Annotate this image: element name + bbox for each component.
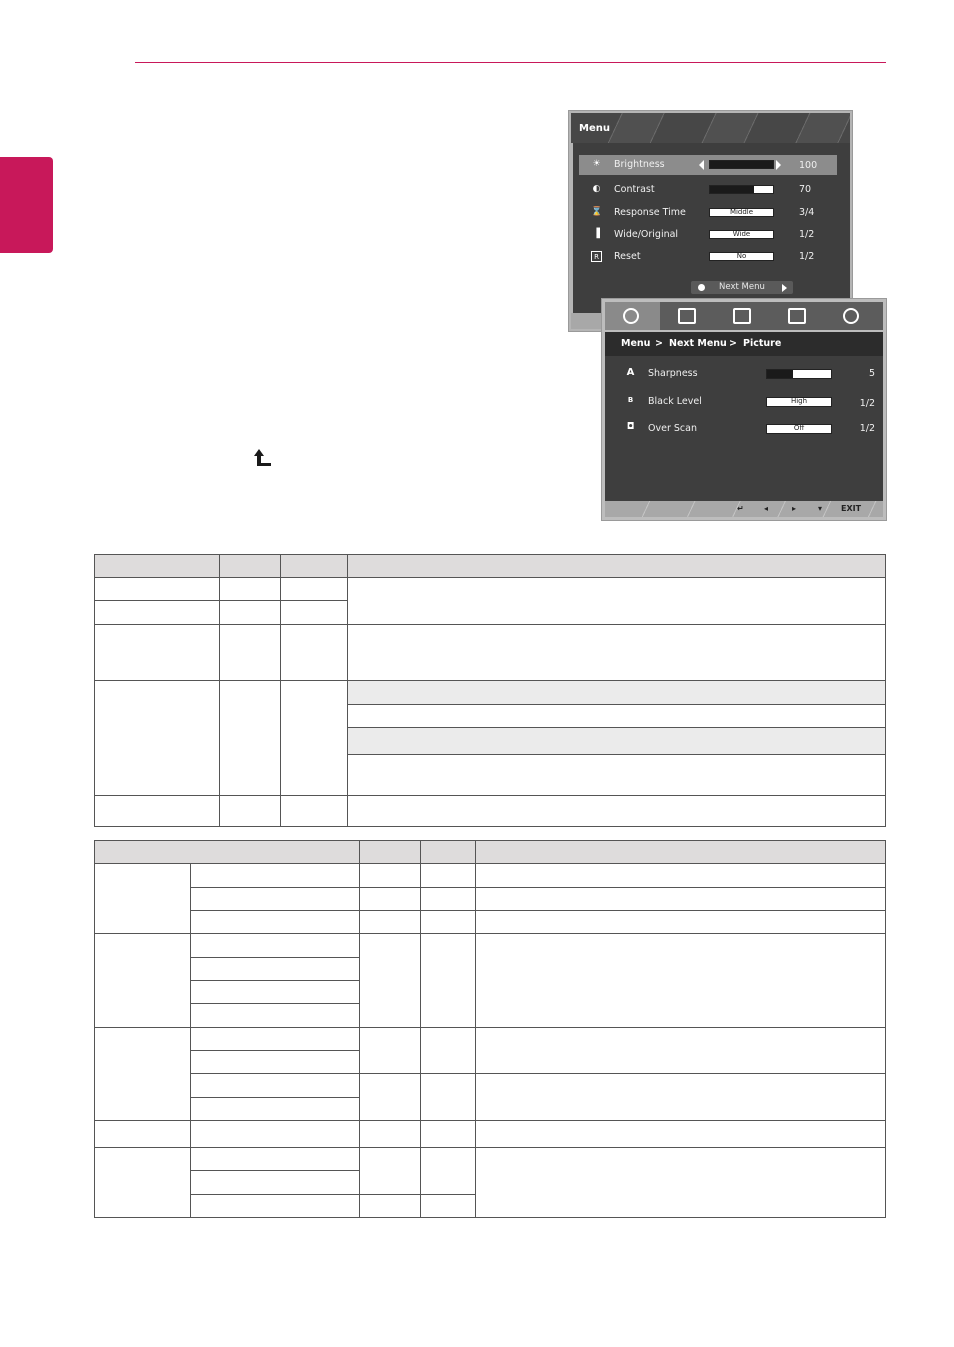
osd-slider[interactable] [709,160,774,169]
osd-item-value: 1/2 [799,251,815,262]
osd-option-text: High [790,397,808,405]
wide-icon: ▐ [593,229,600,239]
joystick-icon [698,284,705,291]
osd-slider[interactable] [766,369,832,379]
osd-item-over-scan[interactable] [605,419,883,439]
osd-title: Menu [579,123,610,134]
back-arrow-icon [254,446,274,468]
sharpness-icon: A [626,367,635,378]
table-header-row [95,555,886,578]
osd-option-text: Wide [732,230,751,238]
osd-next-body [605,356,883,501]
left-key-icon[interactable]: ◂ [764,504,769,513]
display-icon [733,308,751,324]
osd-item-wide-original[interactable] [573,225,850,245]
breadcrumb-item[interactable]: Next Menu [669,338,727,349]
table-row [95,888,886,911]
osd-item-value: 5 [868,368,875,379]
osd-item-label: Response Time [614,207,686,218]
osd-item-value: 3/4 [799,207,815,218]
table-row [95,796,886,827]
osd-item-label: Brightness [614,159,665,170]
osd-category-bar [605,302,883,330]
speaker-icon [788,308,806,324]
black-level-icon: B [627,396,634,404]
osd-key-bar [605,501,883,517]
osd-option-box[interactable] [709,230,774,239]
tab-audio[interactable] [770,302,825,330]
table-row [95,1121,886,1148]
contrast-icon: ◐ [592,184,601,194]
osd-title-bar [571,113,850,143]
osd-item-value: 100 [799,160,818,171]
osd-item-response-time[interactable] [573,203,850,223]
hourglass-icon: ⌛ [591,207,603,217]
osd-item-value: 1/2 [859,423,875,434]
arrow-right-icon[interactable] [776,160,781,170]
table-row [95,864,886,888]
table-row [95,1148,886,1171]
osd-item-label: Reset [614,251,641,262]
brightness-icon [623,308,639,324]
osd-option-text: Middle [729,208,754,216]
osd-item-reset[interactable] [573,247,850,267]
table-row [95,681,886,705]
osd-item-label: Black Level [648,396,702,407]
table-header-row [95,841,886,864]
osd-item-value: 70 [799,184,812,195]
table-row [95,934,886,958]
breadcrumb-separator: > [729,338,737,349]
breadcrumb-separator: > [655,338,663,349]
over-scan-icon: ◘ [626,422,635,432]
exit-key[interactable]: EXIT [841,504,862,513]
header-rule [135,62,886,63]
osd-item-black-level[interactable] [605,392,883,412]
osd-option-box[interactable] [766,397,832,407]
osd-item-label: Over Scan [648,423,697,434]
osd-option-text: Off [793,424,805,432]
menu-table-1 [94,554,886,827]
arrow-right-icon [782,284,787,292]
slider-fill [710,161,773,168]
table-row [95,625,886,681]
osd-item-brightness[interactable] [579,155,837,175]
osd-item-sharpness[interactable] [605,364,883,384]
osd-item-value: 1/2 [799,229,815,240]
table-row [95,1028,886,1051]
slider-fill [710,186,754,193]
osd-item-label: Sharpness [648,368,698,379]
next-menu-label: Next Menu [719,282,765,292]
osd-main-body [573,143,850,315]
right-key-icon[interactable]: ▸ [792,504,797,513]
osd-next-menu [601,298,887,521]
table-row [95,1074,886,1098]
osd-option-text: No [736,252,747,260]
down-key-icon[interactable]: ▾ [818,504,823,513]
chapter-side-tab [0,157,53,253]
color-bars-icon [678,308,696,324]
osd-item-label: Contrast [614,184,655,195]
menu-table-2 [94,840,886,1218]
gear-icon [843,308,859,324]
osd-item-contrast[interactable] [573,180,850,200]
arrow-left-icon[interactable] [699,160,704,170]
breadcrumb [605,332,883,356]
back-key-icon[interactable]: ↵ [737,504,744,513]
osd-slider[interactable] [709,185,774,194]
brightness-icon: ☀ [592,159,601,169]
tab-display[interactable] [715,302,770,330]
tab-picture[interactable] [605,302,660,330]
table-row [95,911,886,934]
breadcrumb-current: Picture [743,338,782,349]
osd-option-box[interactable] [766,424,832,434]
next-menu-button[interactable] [691,281,793,294]
osd-option-box[interactable] [709,252,774,261]
osd-item-label: Wide/Original [614,229,679,240]
osd-option-box[interactable] [709,208,774,217]
tab-settings[interactable] [825,302,880,330]
table-row [95,578,886,601]
breadcrumb-item[interactable]: Menu [621,338,651,349]
slider-fill [767,370,793,378]
osd-item-value: 1/2 [859,398,875,409]
tab-color[interactable] [660,302,715,330]
reset-icon: R [591,251,602,262]
